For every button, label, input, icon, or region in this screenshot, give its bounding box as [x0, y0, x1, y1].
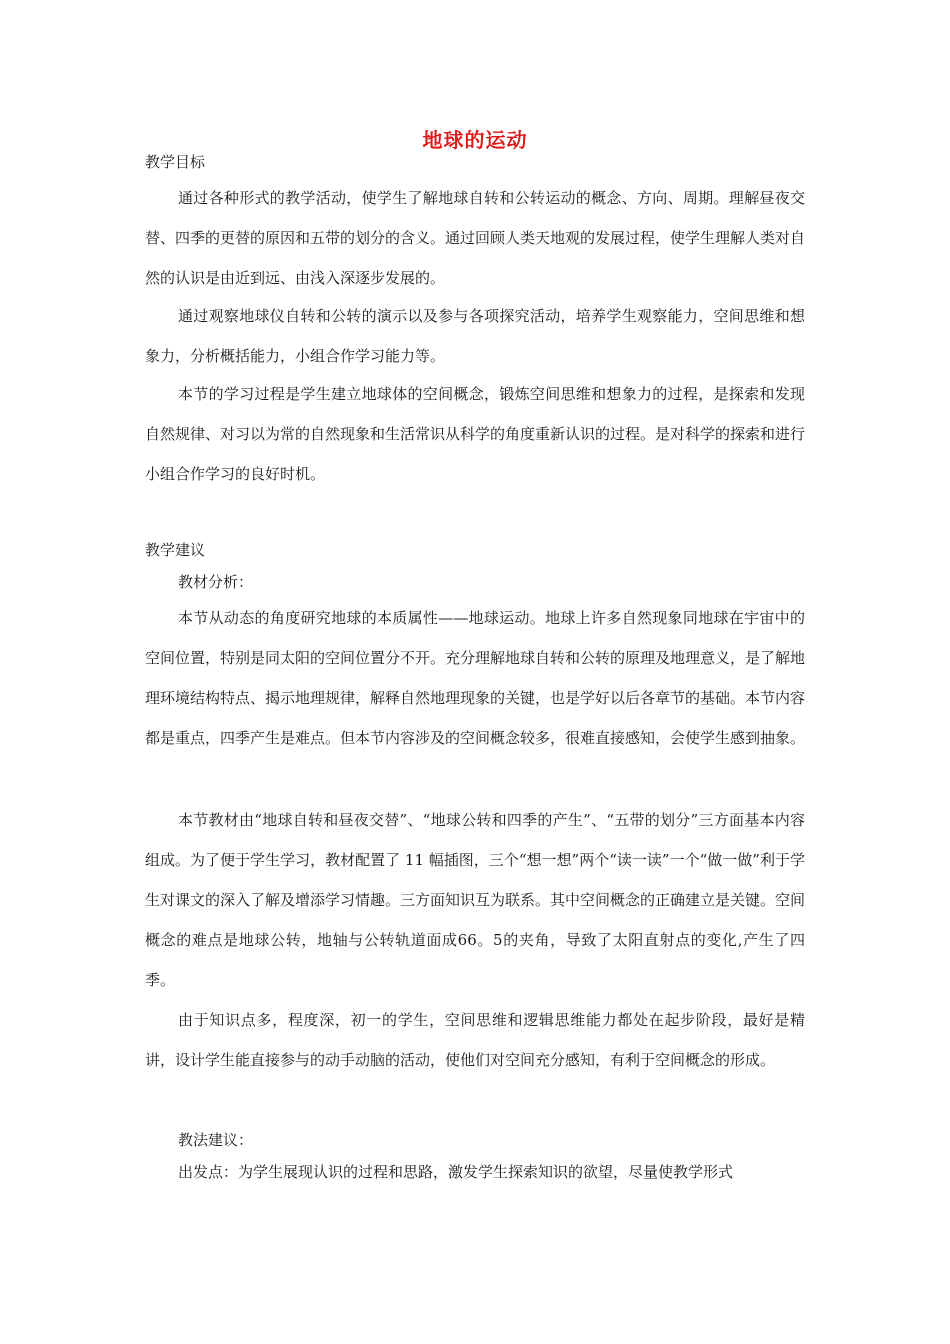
suggestions-paragraph-2: 本节教材由“地球自转和昼夜交替”、“地球公转和四季的产生”、“五带的划分”三方面基本内容组成。为了便于学生学习，教材配置了 11 幅插图，三个“想一想”两个“读一读”一个“做一做”利于学生对课文的深入了解及增添学习情趣。三方面知识互为联系。其中空间概念的正确建立是关键。空间概念的难点是地球公转，地轴与公转轨道面成66。5的夹角，导致了太阳直射点的变化,产生了四季。	[145, 811, 806, 989]
suggestions-paragraph-1: 本节从动态的角度研究地球的本质属性——地球运动。地球上许多自然现象同地球在宇宙中的空间位置，特别是同太阳的空间位置分不开。充分理解地球自转和公转的原理及地理意义，是了解地理环境结构特点、揭示地理规律，解释自然地理现象的关键，也是学好以后各章节的基础。本节内容都是重点，四季产生是难点。但本节内容涉及的空间概念较多，很难直接感知，会使学生感到抽象。	[145, 609, 806, 747]
section-heading-suggestions: 教学建议	[145, 541, 206, 559]
objectives-paragraph-3: 本节的学习过程是学生建立地球体的空间概念，锻炼空间思维和想象力的过程，是探索和发现自然规律、对习以为常的自然现象和生活常识从科学的角度重新认识的过程。是对科学的探索和进行小组合作学习的良好时机。	[145, 385, 806, 483]
teaching-method-label: 教法建议：	[178, 1131, 254, 1149]
material-analysis-label: 教材分析：	[178, 573, 254, 591]
section-heading-objectives: 教学目标	[145, 153, 206, 171]
suggestions-last-line: 出发点：为学生展现认识的过程和思路，激发学生探索知识的欲望，尽量使教学形式	[178, 1163, 734, 1181]
objectives-paragraph-2: 通过观察地球仪自转和公转的演示以及参与各项探究活动，培养学生观察能力，空间思维和想象力，分析概括能力，小组合作学习能力等。	[145, 307, 805, 365]
objectives-paragraph-1: 通过各种形式的教学活动，使学生了解地球自转和公转运动的概念、方向、周期。理解昼夜交替、四季的更替的原因和五带的划分的含义。通过回顾人类天地观的发展过程，使学生理解人类对自然的认识是由近到远、由浅入深逐步发展的。	[145, 189, 806, 287]
suggestions-paragraph-3: 由于知识点多，程度深，初一的学生，空间思维和逻辑思维能力都处在起步阶段，最好是精讲，设计学生能直接参与的动手动脑的活动，使他们对空间充分感知，有利于空间概念的形成。	[145, 1011, 805, 1069]
document-title: 地球的运动	[422, 128, 528, 152]
